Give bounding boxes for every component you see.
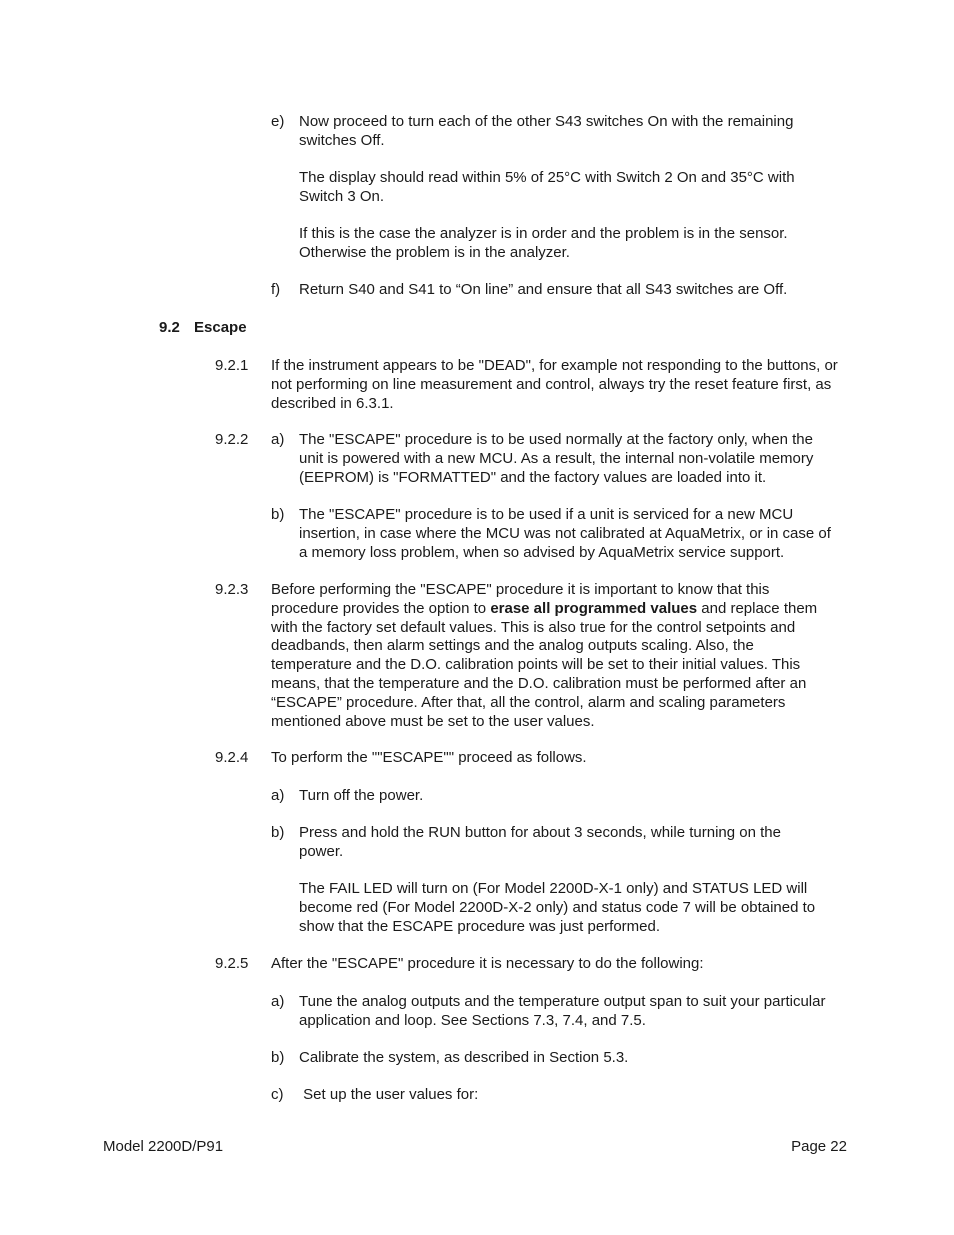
step-f-label: f) (271, 281, 281, 298)
subsection-number-9-2-5: 9.2.5 (215, 955, 249, 972)
subsection-text-9-2-4: To perform the ""ESCAPE"" proceed as follows. (271, 749, 587, 766)
item-c-label: c) (271, 1086, 284, 1103)
subsection-text-9-2-1: If the instrument appears to be "DEAD", for example not responding to the buttons, or not performing on line measurement and control, always try the reset feature first, as described in 6.3.1. (271, 357, 838, 412)
subsection-number-9-2-1: 9.2.1 (215, 357, 249, 374)
item-a-label: a) (271, 993, 285, 1010)
subsection-text-9-2-5: After the "ESCAPE" procedure it is necessary to do the following: (271, 955, 704, 972)
bold-emphasis: erase all programmed values (490, 599, 698, 617)
footer-model: Model 2200D/P91 (103, 1138, 224, 1155)
subsection-number-9-2-2: 9.2.2 (215, 431, 249, 448)
text-before-bold: Before performing the "ESCAPE" procedure it is important to know that this procedure provides the option to (271, 581, 770, 617)
item-a-text: The "ESCAPE" procedure is to be used normally at the factory only, when the unit is powered with a new MCU. As a result, the internal non-volatile memory (EEPROM) is "FORMATTED" and the factory values are loaded into it. (299, 431, 814, 486)
subsection-number-9-2-3: 9.2.3 (215, 581, 249, 598)
item-a-text: Tune the analog outputs and the temperature output span to suit your particular application and loop. See Sections 7.3, 7.4, and 7.5. (299, 993, 826, 1029)
item-b-label: b) (271, 1049, 285, 1066)
step-e-label: e) (271, 113, 285, 130)
section-number: 9.2 (159, 319, 180, 336)
item-b-text: Calibrate the system, as described in Section 5.3. (299, 1049, 629, 1066)
subsection-text-9-2-3 (271, 581, 835, 731)
item-b-note: The FAIL LED will turn on (For Model 2200D-X-1 only) and STATUS LED will become red (For Model 2200D-X-2 only) and status code 7 will be obtained to show that the ESCAPE procedure was just performed. (299, 880, 816, 935)
section-title: Escape (194, 319, 247, 336)
footer-page-number: Page 22 (791, 1138, 847, 1155)
text-after-bold: and replace them with the factory set default values. This is also true for the control setpoints and deadbands, then alarm settings and the analog outputs scaling. Also, the temperature and the D.O. calibration points will be set to their initial values. This means, that the temperature and the D.O. calibration must be performed after an “ESCAPE” procedure. After that, all the control, alarm and scaling parameters mentioned above must be set to the user values. (271, 599, 818, 730)
step-e-display-note: The display should read within 5% of 25°C with Switch 2 On and 35°C with Switch 3 On. (299, 169, 795, 205)
step-e-result-note: If this is the case the analyzer is in order and the problem is in the sensor. Otherwise the problem is in the analyzer. (299, 225, 788, 261)
item-a-label: a) (271, 431, 285, 448)
subsection-number-9-2-4: 9.2.4 (215, 749, 249, 766)
item-c-text: Set up the user values for: (299, 1086, 479, 1103)
item-b-text: The "ESCAPE" procedure is to be used if a unit is serviced for a new MCU insertion, in case where the MCU was not calibrated at AquaMetrix, or in case of a memory loss problem, when so advised by AquaMetrix service support. (299, 506, 831, 561)
step-f-text: Return S40 and S41 to “On line” and ensure that all S43 switches are Off. (299, 281, 788, 298)
item-b-text: Press and hold the RUN button for about 3 seconds, while turning on the power. (299, 824, 781, 860)
item-a-label: a) (271, 787, 285, 804)
item-b-label: b) (271, 824, 285, 841)
step-e-text: Now proceed to turn each of the other S43 switches On with the remaining switches Off. (299, 113, 794, 149)
item-b-label: b) (271, 506, 285, 523)
item-a-text: Turn off the power. (299, 787, 424, 804)
